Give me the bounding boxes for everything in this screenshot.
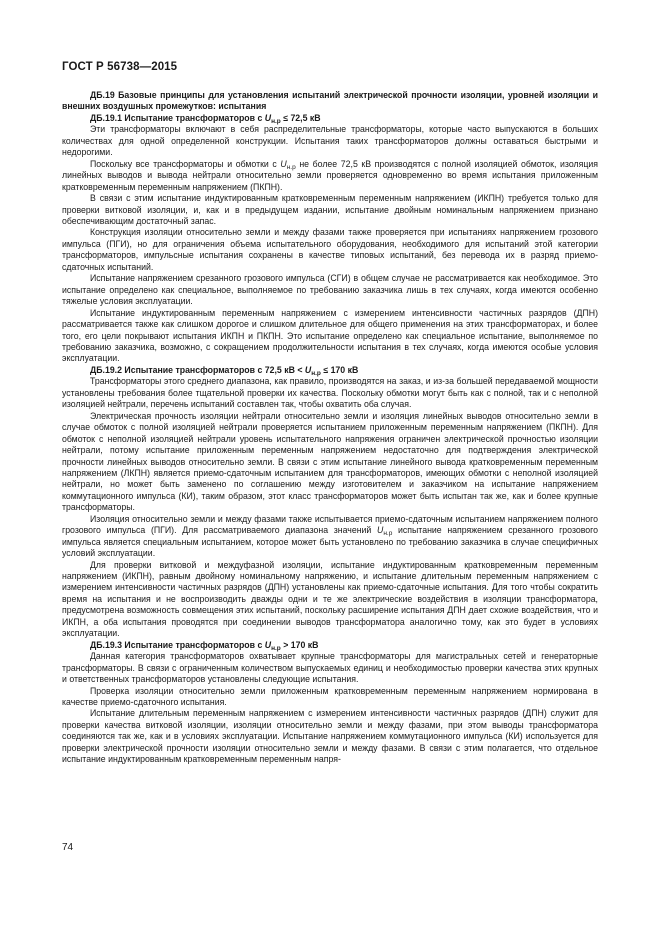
body-paragraph: Изоляция относительно земли и между фазами также испытывается приемо-сдаточным испытанием напряжением полного грозового импульса (ПГИ). Для рассматриваемого диапазона значений $U_{н.р}$ испытание напряжением срезанного грозового импульса является специальным испытанием, которое может быть установлено по требованию заказчика в случае специфичных условий эксплуатации. [62,513,599,559]
subsection-heading: ДБ.19.3 Испытание трансформаторов с $U_{н.р} > 170$ кВ [90,639,319,652]
body-paragraph: В связи с этим испытание индуктированным кратковременным переменным напряжением (ИКПН) требуется только для проверки витковой изоляции, и, как и в предыдущем издании, испытание двойным номинальным напряжением признано обеспечивающим достаточный запас. [62,193,598,226]
document-body [62,90,598,766]
page-number: 74 [62,842,74,853]
section-heading: ДБ.19 Базовые принципы для установления испытаний электрической прочности изоляции, уровней изоляции и внешних воздушных промежутков: испытания [62,90,598,112]
body-paragraph: Данная категория трансформаторов охватывает крупные трансформаторы для магистральных сетей и генераторные трансформаторы. В связи с ограниченным количеством выпускаемых единиц и необходимостью проверки качества этих крупных и ответственных трансформаторов установлены следующие испытания. [62,651,598,685]
body-paragraph: Электрическая прочность изоляции нейтрали относительно земли и изоляция линейных выводов относительно земли в случае обмоток с полной изоляцией нейтрали проверяется испытанием приложенным переменным напряжением (ПКПН). Для обмоток с неполной изоляцией нейтрали уровень испытательного напряжения ограничен электрической прочностью изоляции нейтрали, потому испытание приложенным переменным напряжением недостаточно для подтверждения электрической прочности линейных выводов относительно земли. В связи с этим испытание линейного вывода кратковременным переменным напряжением (ЛКПН) является приемо-сдаточным испытанием для трансформаторов, имеющих обмотки с неполной изоляцией нейтрали, но может быть заменено по соглашению между изготовителем и заказчиком на испытание напряжением коммутационного импульса (КИ), таким образом, этот класс трансформаторов может быть испытан так же, как и более крупные трансформаторы. [62,410,598,513]
body-paragraph: Конструкция изоляции относительно земли и между фазами также проверяется при испытаниях напряжением грозового импульса (ПГИ), но для ограничения объема испытательного оборудования, необходимого для испытаний этой категории трансформаторов, импульсные испытания сохранены в качестве типовых испытаний, без перевода их в разряд приемо-сдаточных испытаний. [62,227,598,272]
body-paragraph: Трансформаторы этого среднего диапазона, как правило, производятся на заказ, и из-за большей передаваемой мощности установлены требования более тщательной проверки их качества. Поскольку обмотки могут быть как с полной, так и с неполной изоляцией нейтрали, перечень испытаний составлен так, чтобы охватить оба случая. [62,376,598,410]
body-paragraph: Испытание индуктированным переменным напряжением с измерением интенсивности частичных разрядов (ДПН) рассматривается также как слишком дорогое и слишком длительное для общего применения на этих трансформаторах, и более того, его цели покрывают испытания ИКПН и ПКПН. Это испытание определено как специальное испытание, выполняемое по требованию заказчика, возможно, с сокращением продолжительности испытания в тех случаях, когда имеются особые условия эксплуатации. [62,307,598,364]
subsection-heading: ДБ.19.1 Испытание трансформаторов с $U_{н.р} \le 72,5$ кВ [90,112,321,125]
body-paragraph: Испытание напряжением срезанного грозового импульса (СГИ) в общем случае не рассматривается как необходимое. Это испытание определено как специальное, выполняемое по требованию заказчика лишь в тех случаях, когда имеются особенно тяжелые условия эксплуатации. [62,273,598,307]
body-paragraph: Поскольку все трансформаторы и обмотки с $U_{н.р}$ не более 72,5 кВ производятся с полной изоляцией обмоток, изоляция линейных выводов и вывода нейтрали относительно земли проверяется одновременно во время испытания приложенным кратковременным переменным напряжением (ПКПН). [62,158,598,192]
body-paragraph: Эти трансформаторы включают в себя распределительные трансформаторы, которые часто выпускаются в больших количествах для одной определенной конструкции. Испытания таких трансформаторов должны оставаться быстрыми и недорогими. [62,124,598,158]
body-paragraph: Проверка изоляции относительно земли приложенным кратковременным переменным напряжением нормирована в качестве приемо-сдаточного испытания. [62,685,598,708]
body-paragraph: Испытание длительным переменным напряжением с измерением интенсивности частичных разрядов (ДПН) служит для проверки качества витковой изоляции, изоляции относительно земли и между фазами, при этом выводы трансформатора соединяются так же, как и в условиях эксплуатации. Испытание напряжением коммутационного импульса (КИ) используется для проверки электрической прочности изоляции относительно земли и между фазами. В связи с этим полагается, что отдельное испытание индуктированным кратковременным переменным напря- [62,708,598,765]
body-paragraph: Для проверки витковой и междуфазной изоляции, испытание индуктированным кратковременным переменным напряжением (ИКПН), равным двойному номинальному напряжению, и испытание длительным переменным напряжением с измерением интенсивности частичных разрядов (ДПН) установлены как приемо-сдаточные испытания. Для того чтобы сократить время на испытания и не воспроизводить дважды одни и те же электрические воздействия в изоляции трансформатора, предусмотрена возможность совмещения этих испытаний, поскольку расширение испытания ДПН дает схожие воздействия, что и ИКПН, а оба испытания проводятся при соединении выводов трансформатора аналогично тому, как это будет в условиях эксплуатации. [62,559,598,639]
standard-code-header: ГОСТ Р 56738—2015 [62,61,178,73]
subsection-heading: ДБ.19.2 Испытание трансформаторов с 72,5 кВ < $U_{н.р} \le 170$ кВ [90,364,359,377]
